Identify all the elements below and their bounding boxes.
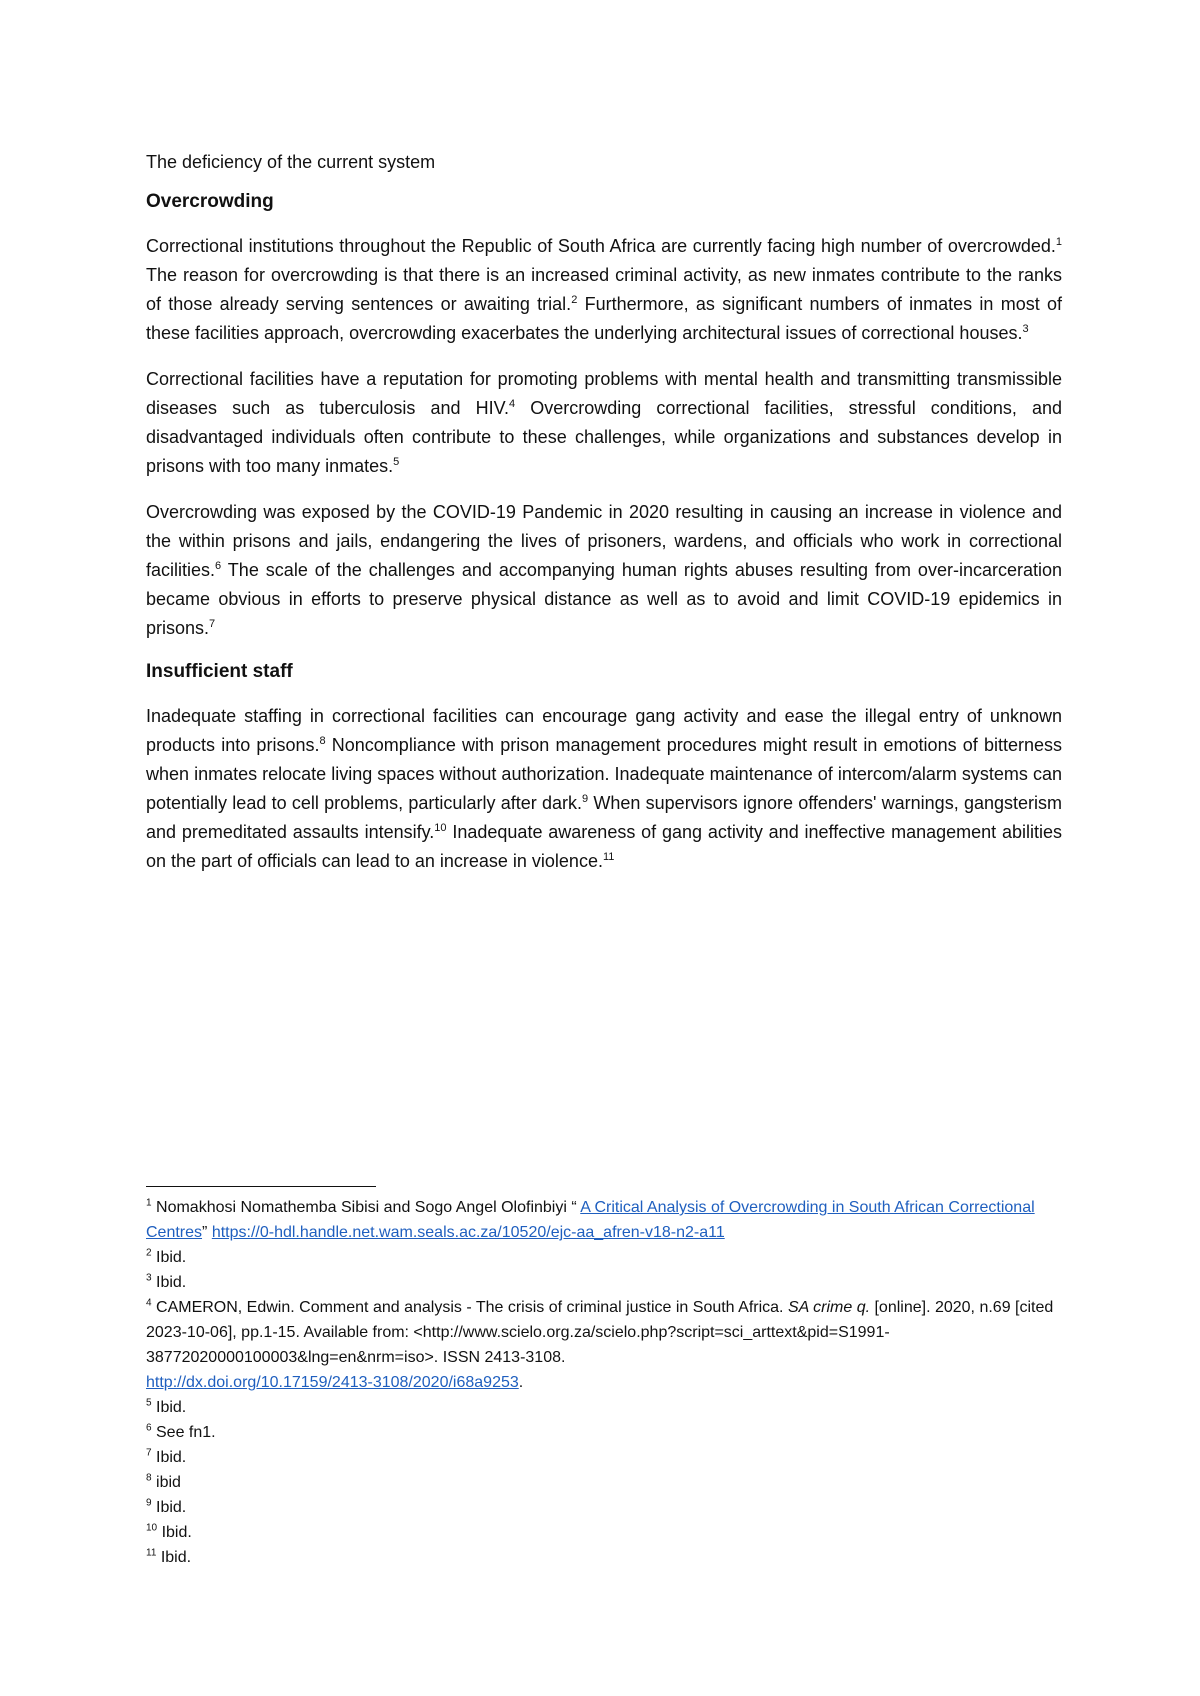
footnote-link-handle-url[interactable]: https://0-hdl.handle.net.wam.seals.ac.za/10520/ejc-aa_afren-v18-n2-a11	[211, 1224, 725, 1241]
footnote-5	[146, 1395, 1062, 1420]
footnote-3	[146, 1270, 1062, 1295]
paragraph-overcrowding-1	[146, 232, 1062, 348]
footnote-journal-title: SA crime q.	[787, 1299, 871, 1316]
paragraph-text: Overcrowding correctional facilities, stressful conditions, and disadvantaged individuals often contribute to these challenges, while organizations and substances develop in prisons with too many inmates.	[146, 398, 1062, 476]
footnote-2	[146, 1245, 1062, 1270]
paragraph-text: Noncompliance with prison management procedures might result in emotions of bitterness when inmates relocate living spaces without authorization. Inadequate maintenance of intercom/alarm systems can potentially lead to cell problems, particularly after dark.	[146, 735, 1063, 813]
paragraph-text: When supervisors ignore offenders' warnings, gangsterism and premeditated assaults intensify.	[146, 793, 1062, 842]
footnote-ref-3[interactable]: 3	[1022, 323, 1029, 335]
footnote-number: 9	[146, 1497, 152, 1509]
paragraph-overcrowding-2	[146, 365, 1062, 481]
footnote-text: Nomakhosi Nomathemba Sibisi and Sogo Angel Olofinbiyi “	[151, 1199, 581, 1216]
footnote-ref-4[interactable]: 4	[509, 398, 516, 410]
section-heading-overcrowding: Overcrowding	[146, 191, 274, 212]
footnote-6	[146, 1420, 1062, 1445]
footnote-text: Ibid.	[151, 1499, 187, 1516]
footnote-ref-11[interactable]: 11	[602, 851, 615, 863]
footnote-text: See fn1.	[151, 1424, 216, 1441]
paragraph-text: Correctional facilities have a reputation for promoting problems with mental health and transmitting transmissible diseases such as tuberculosis and HIV.	[146, 369, 1062, 418]
footnote-ref-2[interactable]: 2	[571, 294, 578, 306]
footnote-number: 1	[146, 1197, 152, 1209]
footnote-number: 11	[146, 1547, 157, 1559]
footnote-number: 2	[146, 1247, 152, 1259]
footnote-text: Ibid.	[156, 1549, 192, 1566]
footnote-text: Ibid.	[151, 1399, 187, 1416]
paragraph-overcrowding-3	[146, 498, 1062, 643]
footnote-number: 7	[146, 1447, 152, 1459]
footnote-text: Ibid.	[151, 1274, 187, 1291]
footnote-number: 3	[146, 1272, 152, 1284]
footnote-text: ibid	[151, 1474, 181, 1491]
footnotes-section	[146, 1186, 1062, 1570]
footnote-text: ”	[202, 1224, 212, 1241]
footnote-separator	[146, 1186, 376, 1187]
footnote-number: 10	[146, 1522, 158, 1534]
paragraph-text: The reason for overcrowding is that there is an increased criminal activity, as new inmates contribute to the ranks of those already serving sentences or awaiting trial.	[146, 265, 1062, 314]
footnote-ref-10[interactable]: 10	[434, 822, 447, 834]
footnote-7	[146, 1445, 1062, 1470]
footnote-number: 6	[146, 1422, 152, 1434]
footnote-number: 4	[146, 1297, 152, 1309]
paragraph-insufficient-staff-1	[146, 702, 1062, 876]
footnote-4	[146, 1295, 1062, 1395]
paragraph-text: Correctional institutions throughout the Republic of South Africa are currently facing high number of overcrowded.	[146, 236, 1056, 256]
footnote-link-article-title[interactable]: A Critical Analysis of Overcrowding in South African Correctional Centres	[146, 1199, 1035, 1241]
document-title: The deficiency of the current system	[146, 152, 436, 172]
footnote-number: 5	[146, 1397, 152, 1409]
paragraph-text: Inadequate awareness of gang activity and ineffective management abilities on the part of officials can lead to an increase in violence.	[146, 822, 1062, 871]
paragraph-text: Overcrowding was exposed by the COVID-19 Pandemic in 2020 resulting in causing an increase in violence and the within prisons and jails, endangering the lives of prisoners, wardens, and officials who work in correctional facilities.	[146, 502, 1062, 580]
footnote-text: Ibid.	[157, 1524, 192, 1541]
footnote-text: .	[518, 1374, 524, 1391]
footnote-ref-7[interactable]: 7	[209, 618, 216, 630]
section-heading-insufficient-staff: Insufficient staff	[146, 661, 293, 682]
footnote-text: Ibid.	[151, 1449, 187, 1466]
footnote-ref-1[interactable]: 1	[1055, 236, 1062, 248]
paragraph-text: Inadequate staffing in correctional facilities can encourage gang activity and ease the illegal entry of unknown products into prisons.	[146, 706, 1062, 755]
footnote-text: CAMERON, Edwin. Comment and analysis - The crisis of criminal justice in South Africa.	[151, 1299, 788, 1316]
footnote-11	[146, 1545, 1062, 1570]
footnote-ref-5[interactable]: 5	[393, 456, 400, 468]
paragraph-text: Furthermore, as significant numbers of inmates in most of these facilities approach, overcrowding exacerbates the underlying architectural issues of correctional houses.	[146, 294, 1063, 343]
footnote-10	[146, 1520, 1062, 1545]
document-body	[146, 190, 1062, 893]
footnote-number: 8	[146, 1472, 152, 1484]
footnote-ref-9[interactable]: 9	[582, 793, 589, 805]
paragraph-text: The scale of the challenges and accompanying human rights abuses resulting from over-incarceration became obvious in efforts to preserve physical distance as well as to avoid and limit COVID-19 epidemics in prisons.	[146, 560, 1062, 638]
footnote-ref-6[interactable]: 6	[215, 560, 222, 572]
footnote-text: [online]. 2020, n.69 [cited 2023-10-06], pp.1-15. Available from: <http://www.scielo.org.za/scielo.php?script=sci_arttext&pid=S1991-38772020000100003&lng=en&nrm=iso>. ISSN 2413-3108.	[146, 1299, 1054, 1366]
footnote-text: Ibid.	[151, 1249, 187, 1266]
footnote-8	[146, 1470, 1062, 1495]
footnote-1	[146, 1195, 1062, 1245]
footnote-link-doi[interactable]: http://dx.doi.org/10.17159/2413-3108/2020/i68a9253	[146, 1374, 519, 1391]
document-page	[146, 0, 1062, 1696]
footnote-ref-8[interactable]: 8	[319, 735, 326, 747]
footnote-9	[146, 1495, 1062, 1520]
